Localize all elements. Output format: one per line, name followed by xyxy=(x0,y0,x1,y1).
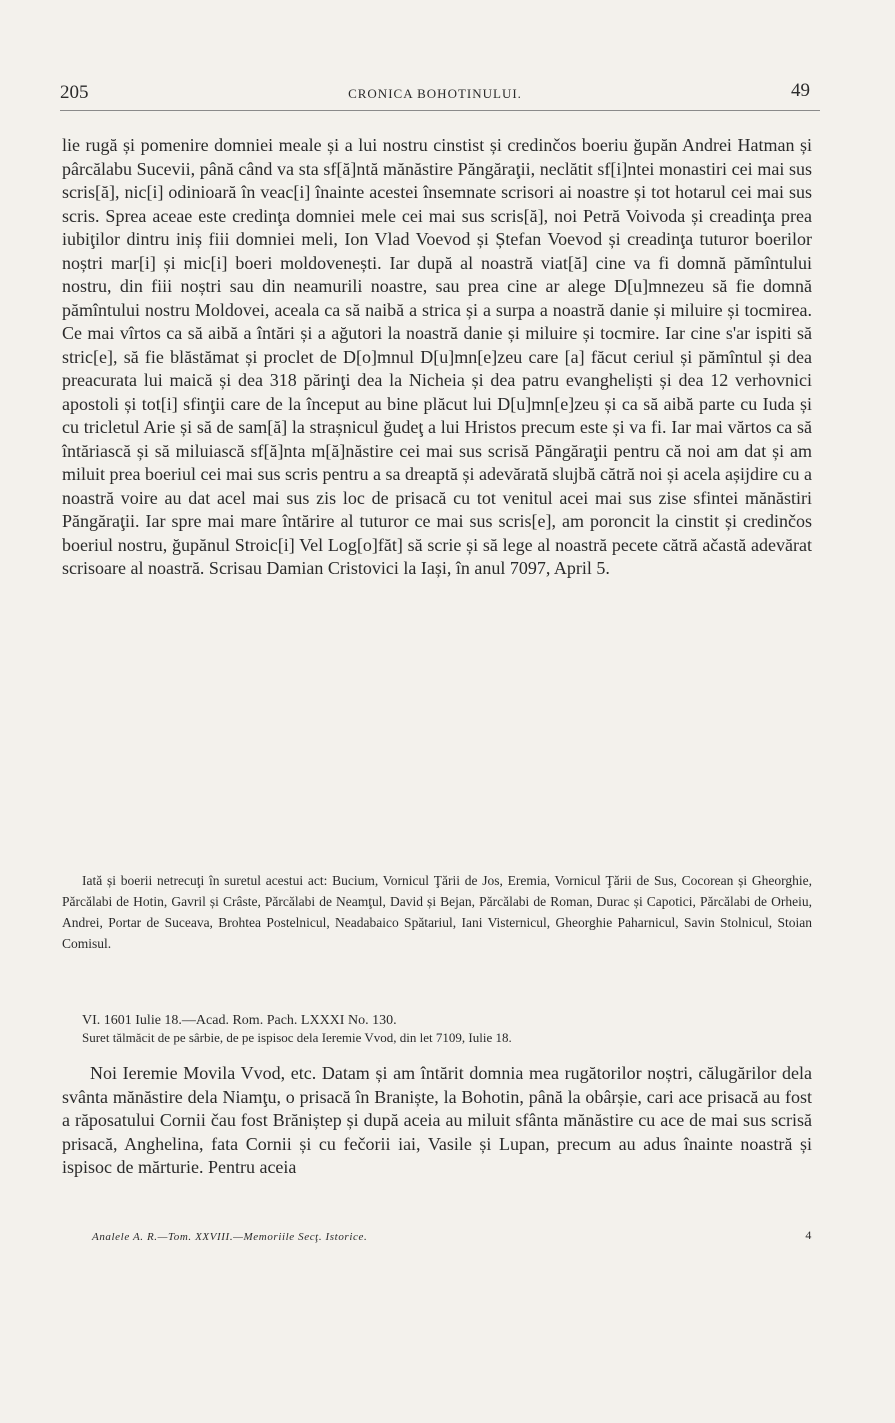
document-heading: VI. 1601 Iulie 18.—Acad. Rom. Pach. LXXXI No. 130. xyxy=(82,1013,397,1028)
main-paragraph: lie rugă și pomenire domniei meale și a lui nostru cinstist și credinčos boeriu ğupăn Andrei Hatman și pârcălabu Sucevii, până când va sta sf[ă]ntă mănăstire Păngăraţii, neclătit sf[i]ntei monastiri cei mai sus scris[ă], nic[i] odinioară în veac[i] înainte acestei însemnate scrisori ai noastre și tot hotarul cei mai sus scris. Sprea aceae este credinţa domniei mele cei mai sus scris[ă], noi Petră Voivoda și creadinţa prea iubiţilor dintru iniș fiii domniei meli, Ion Vlad Voevod și Ștefan Voevod și creadinţa tuturor boerilor noștri mar[i] și mic[i] boeri moldovenești. Iar după al noastră viat[ă] cine va fi domnă pămîntului nostru, din fiii noștri sau din neamurili noastre, sau prea cine ar alege D[u]mnezeu să fie domnă pămîntului nostru Moldovei, aceala ca să naibă a strica și a surpa a noastră danie și miluire și tocmirea. Ce mai vîrtos ca să aibă a întări și a ağutori la noastră danie și miluire și tocmire. Iar cine s'ar ispiti să stric[e], să fie blăstămat și proclet de D[o]mnul D[u]mn[e]zeu care [a] făcut ceriul și pămîntul și dea preacurata lui maică și dea 318 părinţi dea la Nicheia și dea patru evangheliști și dea 12 verhovnici apostoli și tot[i] sfinţii care de la început au bine plăcut lui D[u]mn[e]zeu și ca să aibă parte cu Iuda și cu tricletul Arie și să de sam[ă] la strașnicul ğudeţ a lui Hristos precum este și va fi. Iar mai vărtos ca să întăriască și să miluiască sf[ă]nta m[ă]năstire cei mai sus scrisă Păngăraţii pentru că noi am dat și am miluit prea boeriul cei mai sus scris pentru a sa dreaptă și adevărată slujbă cătră noi și acela așijdire cu a noastră voire au dat acel mai sus zis loc de prisacă cu tot venitul acei mai sus zise sfintei mănăstiri Păngăraţii. Iar spre mai mare întărire al tuturor ce mai sus scris[e], am poroncit la cinstit și credinčos boeriul nostru, ğupănul Stroic[i] Vel Log[o]făt] să scrie și să lege al noastră pecete cătră ačastă adevărat scrisoare al noastră. Scrisau Damian Cristovici la Iași, în anul 7097, April 5. xyxy=(62,135,812,578)
note-block xyxy=(62,870,812,954)
page-header xyxy=(60,76,810,106)
document-subheading: Suret tălmăcit de pe sârbie, de pe ispisoc dela Ieremie Vvod, din let 7109, Iulie 18. xyxy=(82,1030,512,1045)
footer-citation: Analele A. R.—Tom. XXVIII.—Memoriile Secţ. Istorice. xyxy=(92,1231,368,1243)
main-text-block xyxy=(62,134,812,581)
running-title: CRONICA BOHOTINULUI. xyxy=(348,86,522,101)
page-footer xyxy=(92,1228,812,1243)
page-number-left: 205 xyxy=(60,82,89,103)
page-number-right: 49 xyxy=(791,80,810,101)
header-rule xyxy=(60,110,820,111)
document-paragraph: Noi Ieremie Movila Vvod, etc. Datam și am întărit domnia mea rugătorilor noștri, călugărilor dela svânta mănăstire dela Niamţu, o prisacă în Braniște, la Bohotin, până la obârșie, cari ace prisacă au fost a răposatului Cornii čau fost Brăniștep și după aceia au miluit sfânta mănăstire cu ace de mai sus scrisă prisacă, Anghelina, fata Cornii și cu fečorii iai, Vasile și Lupan, precum au adus înainte noastră și ispisoc de mărturie. Pentru aceia xyxy=(62,1063,812,1177)
document-text-block xyxy=(62,1062,812,1180)
signature-mark: 4 xyxy=(805,1228,812,1242)
note-paragraph: Iată și boerii netrecuţi în suretul acestui act: Bucium, Vornicul Ţării de Jos, Eremia, Vornicul Ţării de Sus, Cocorean și Gheorghie, Părcălabi de Hotin, Gavril și Crâste, Părcălabi de Neamţul, David și Bejan, Părcălabi de Roman, Durac și Capotici, Părcălabi de Orheiu, Andrei, Portar de Suceava, Brohtea Postelnicul, Neadabaico Spătariul, Iani Visternicul, Gheorghie Paharnicul, Savin Stolnicul, Stoian Comisul. xyxy=(62,873,812,951)
